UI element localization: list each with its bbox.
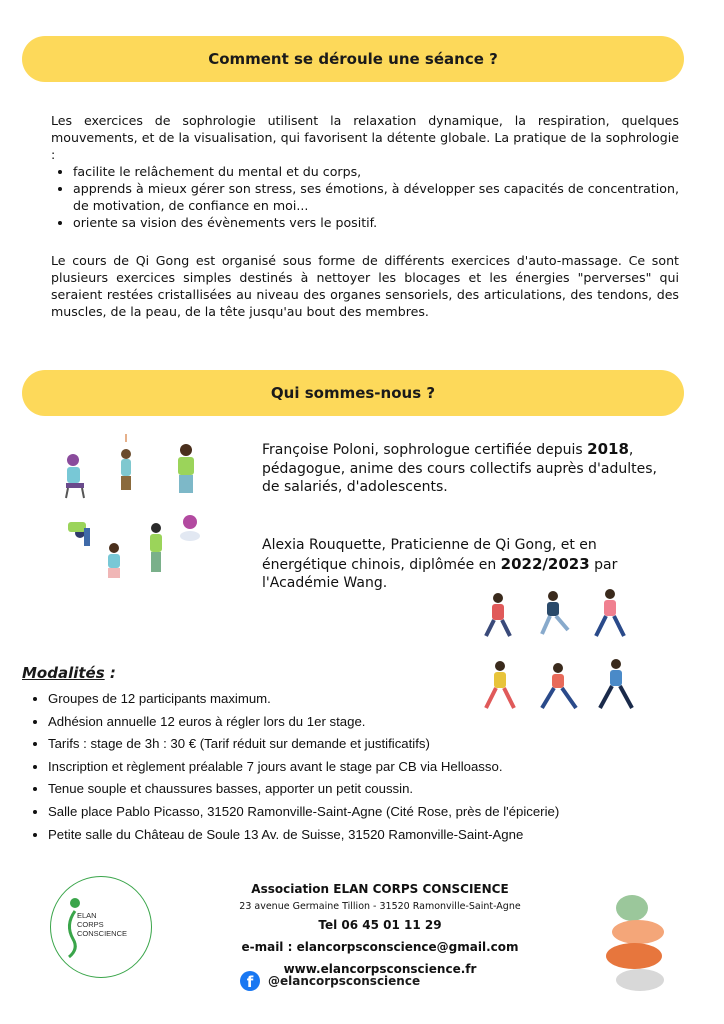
address: 23 avenue Germaine Tillion - 31520 Ramonville-Saint-Agne bbox=[239, 901, 521, 912]
list-item: • Inscription et règlement préalable 7 jours avant le stage par CB via Helloasso. bbox=[48, 756, 708, 779]
bio-alexia: Alexia Rouquette, Praticienne de Qi Gong, et en énergétique chinois, diplômée en 2022/2023 par l'Académie Wang. bbox=[262, 537, 618, 591]
list-item: • Adhésion annuelle 12 euros à régler lors du 1er stage. bbox=[48, 711, 708, 734]
modalites-list bbox=[30, 688, 708, 846]
intro-text: Les exercices de sophrologie utilisent la relaxation dynamique, la respiration, quelques mouvements, et de la visualisation, qui favorisent la détente globale. La pratique de la sophrologie : bbox=[51, 113, 679, 162]
stones-icon bbox=[604, 890, 674, 1000]
person-stretching-icon bbox=[121, 434, 131, 490]
qigong-pose-icon bbox=[542, 591, 568, 634]
contact-footer bbox=[180, 878, 580, 980]
qigong-pose-icon bbox=[596, 589, 624, 636]
list-item: • Salle place Pablo Picasso, 31520 Ramonville-Saint-Agne (Cité Rose, près de l'épicerie) bbox=[48, 801, 708, 824]
bio-francoise: Françoise Poloni, sophrologue certifiée depuis 2018, pédagogue, anime des cours collectifs auprès d'adultes, de salariés, d'adolescents. bbox=[262, 440, 657, 495]
section-title: Qui sommes-nous ? bbox=[270, 384, 436, 402]
sophrology-paragraph bbox=[51, 112, 679, 231]
qigong-pose-icon bbox=[486, 593, 510, 636]
list-item: • Tarifs : stage de 3h : 30 € (Tarif réduit sur demande et justificatifs) bbox=[48, 733, 708, 756]
benefits-list bbox=[51, 163, 679, 231]
year-2022-2023: 2022/2023 bbox=[500, 554, 590, 573]
list-item: • facilite le relâchement du mental et du corps, bbox=[73, 163, 679, 180]
person-walking-icon bbox=[150, 523, 162, 572]
email-link[interactable]: e-mail : elancorpsconscience@gmail.com bbox=[241, 940, 519, 954]
section-title: Comment se déroule une séance ? bbox=[208, 50, 498, 68]
section-banner-seance bbox=[22, 36, 684, 82]
list-item: • Groupes de 12 participants maximum. bbox=[48, 688, 708, 711]
elan-logo bbox=[50, 876, 152, 978]
sophrology-illustration bbox=[48, 430, 218, 580]
list-item: • Petite salle du Château de Soule 13 Av. de Suisse, 31520 Ramonville-Saint-Agne bbox=[48, 824, 708, 847]
facebook-icon: f bbox=[240, 971, 260, 991]
section-banner-about bbox=[22, 370, 684, 416]
org-name: Association ELAN CORPS CONSCIENCE bbox=[251, 882, 509, 896]
website-link[interactable]: www.elancorpsconscience.fr bbox=[283, 962, 477, 976]
logo-text: ELAN CORPS CONSCIENCE bbox=[77, 911, 128, 938]
person-sitting-icon bbox=[66, 454, 84, 498]
person-standing-icon bbox=[178, 444, 194, 493]
facebook-row[interactable] bbox=[240, 971, 420, 991]
list-item: • oriente sa vision des évènements vers le positif. bbox=[73, 214, 679, 231]
year-2018: 2018 bbox=[587, 440, 629, 458]
list-item: • apprends à mieux gérer son stress, ses émotions, à développer ses capacités de concentration, de motivation, de confiance en moi... bbox=[73, 180, 679, 214]
person-bending-icon bbox=[68, 522, 90, 546]
phone: Tel 06 45 01 11 29 bbox=[318, 918, 442, 932]
person-meditating-icon bbox=[180, 515, 200, 541]
qigong-paragraph: Le cours de Qi Gong est organisé sous forme de différents exercices d'auto-massage. Ce sont plusieurs exercices simples destinés à nettoyer les blocages et les énergies "perverses" qui seraient restées cristallisées au niveau des organes sensoriels, des articulations, des tendons, des muscles, de la peau, de la tête jusqu'au bout des membres. bbox=[51, 253, 679, 319]
list-item: • Tenue souple et chaussures basses, apporter un petit coussin. bbox=[48, 778, 708, 801]
modalites-heading: Modalités : bbox=[22, 664, 116, 682]
person-arms-up-icon bbox=[108, 543, 120, 578]
facebook-handle[interactable]: @elancorpsconscience bbox=[268, 974, 421, 988]
